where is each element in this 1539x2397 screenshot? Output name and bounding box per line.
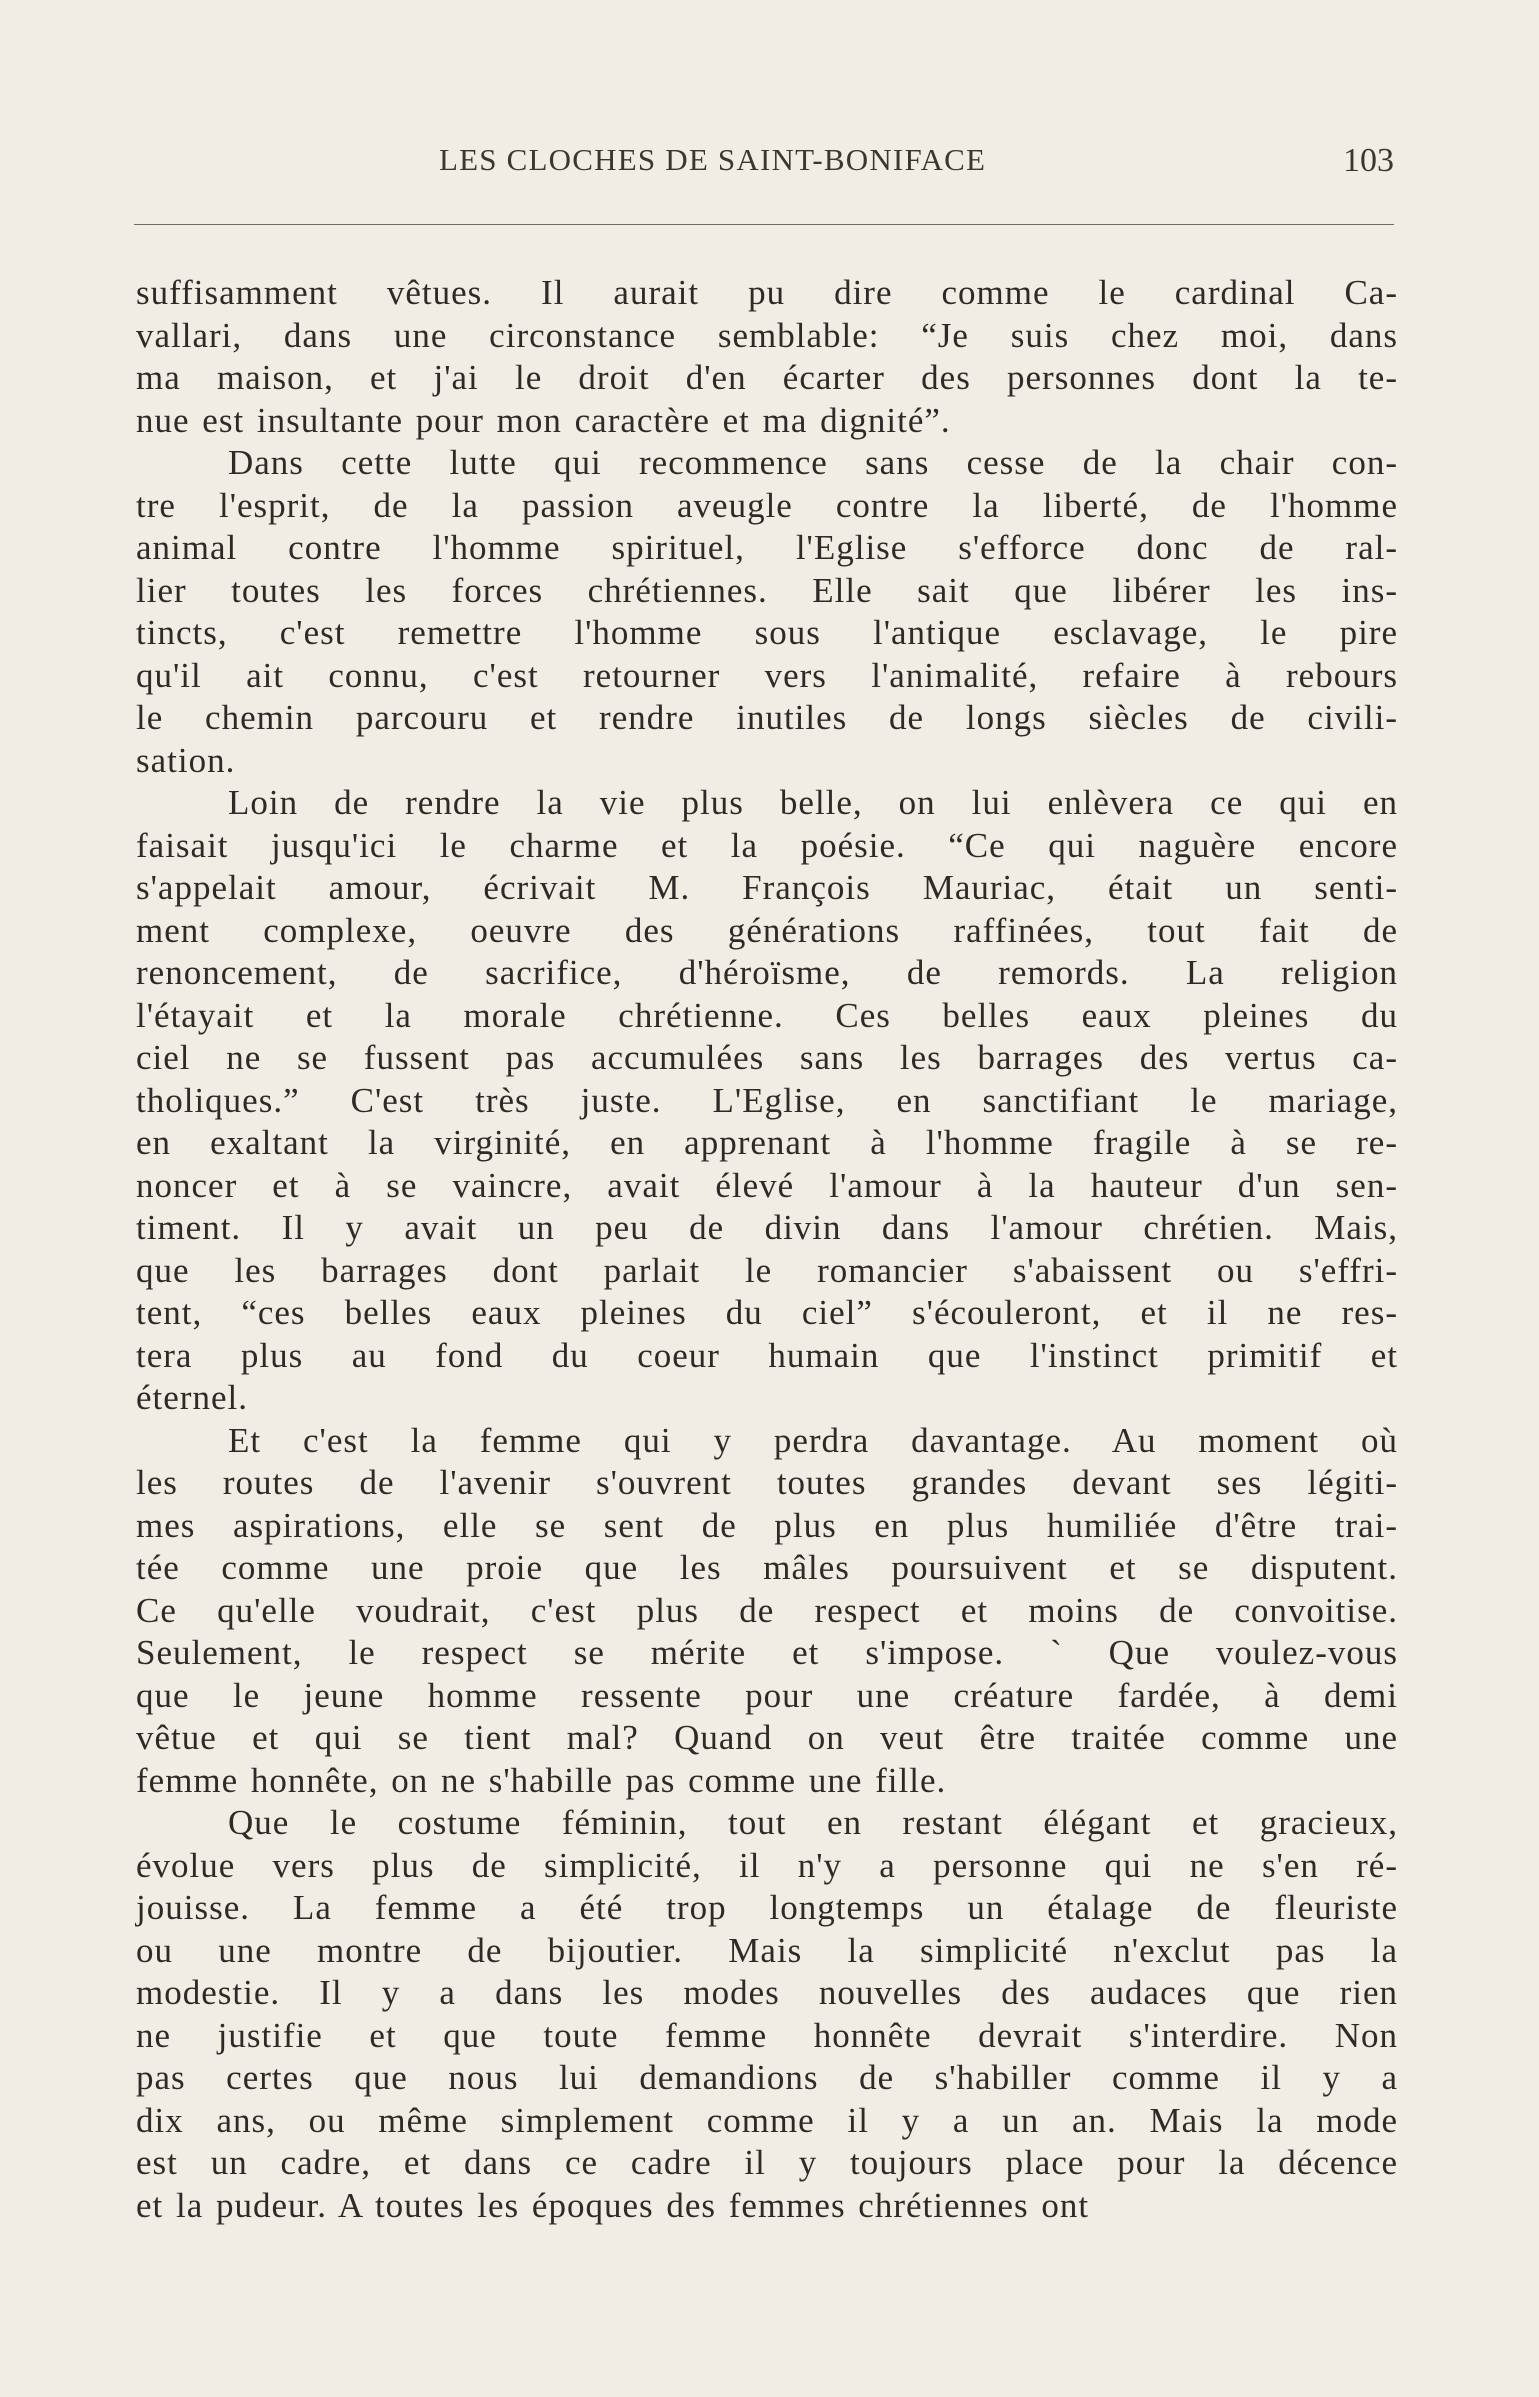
text-line: ne justifie et que toute femme honnête devrait s'interdire. Non: [136, 2015, 1398, 2055]
text-line: tée comme une proie que les mâles poursuivent et se disputent.: [136, 1548, 1398, 1587]
text-line: vêtue et qui se tient mal? Quand on veut être traitée comme une: [136, 1718, 1398, 1757]
text-line: ma maison, et j'ai le droit d'en écarter des personnes dont la te-: [136, 358, 1398, 397]
paragraph: [136, 442, 1398, 782]
body-text: [136, 272, 1398, 2227]
text-line: ment complexe, oeuvre des générations raffinées, tout fait de: [136, 910, 1398, 950]
text-line: Ce qu'elle voudrait, c'est plus de respect et moins de convoitise.: [136, 1590, 1398, 1630]
text-line: ciel ne se fussent pas accumulées sans les barrages des vertus ca-: [136, 1038, 1398, 1077]
text-line: modestie. Il y a dans les modes nouvelles des audaces que rien: [136, 1973, 1398, 2012]
text-line: noncer et à se vaincre, avait élevé l'amour à la hauteur d'un sen-: [136, 1165, 1398, 1205]
text-line: Seulement, le respect se mérite et s'impose. ` Que voulez-vous: [136, 1633, 1398, 1672]
header-rule: [134, 224, 1394, 225]
running-title: LES CLOCHES DE SAINT-BONIFACE: [439, 142, 987, 177]
text-line: Dans cette lutte qui recommence sans cesse de la chair con-: [228, 443, 1398, 482]
text-line: Loin de rendre la vie plus belle, on lui enlèvera ce qui en: [228, 783, 1398, 822]
text-line: pas certes que nous lui demandions de s'habiller comme il y a: [136, 2058, 1398, 2097]
text-line: et la pudeur. A toutes les époques des femmes chrétiennes ont: [136, 2185, 1090, 2225]
text-line: jouisse. La femme a été trop longtemps un étalage de fleuriste: [136, 1888, 1398, 1927]
text-line: éternel.: [136, 1378, 248, 1417]
text-line: l'étayait et la morale chrétienne. Ces belles eaux pleines du: [136, 995, 1398, 1035]
text-line: tincts, c'est remettre l'homme sous l'antique esclavage, le pire: [136, 613, 1398, 652]
text-line: évolue vers plus de simplicité, il n'y a personne qui ne s'en ré-: [136, 1845, 1398, 1885]
text-line: en exaltant la virginité, en apprenant à l'homme fragile à se re-: [136, 1123, 1398, 1162]
text-line: dix ans, ou même simplement comme il y a un an. Mais la mode: [136, 2100, 1398, 2140]
text-line: suffisamment vêtues. Il aurait pu dire comme le cardinal Ca-: [136, 273, 1398, 312]
text-line: que les barrages dont parlait le romancier s'abaissent ou s'effri-: [136, 1250, 1398, 1290]
text-line: tent, “ces belles eaux pleines du ciel” s'écouleront, et il ne res-: [136, 1293, 1398, 1332]
paragraph: [136, 1420, 1398, 1803]
text-line: Que le costume féminin, tout en restant élégant et gracieux,: [228, 1803, 1398, 1842]
paragraph: [136, 1802, 1398, 2227]
text-line: nue est insultante pour mon caractère et ma dignité”.: [136, 400, 951, 440]
text-line: mes aspirations, elle se sent de plus en plus humiliée d'être trai-: [136, 1505, 1398, 1545]
text-line: tera plus au fond du coeur humain que l'instinct primitif et: [136, 1335, 1398, 1375]
text-line: lier toutes les forces chrétiennes. Elle sait que libérer les ins-: [136, 570, 1398, 610]
text-line: le chemin parcouru et rendre inutiles de longs siècles de civili-: [136, 698, 1398, 737]
paragraph: [136, 782, 1398, 1420]
text-line: les routes de l'avenir s'ouvrent toutes grandes devant ses légiti-: [136, 1463, 1398, 1502]
page-number: 103: [1343, 142, 1394, 179]
paragraph: [136, 272, 1398, 442]
text-line: animal contre l'homme spirituel, l'Eglise s'efforce donc de ral-: [136, 528, 1398, 567]
running-head: [134, 142, 1394, 192]
text-line: est un cadre, et dans ce cadre il y toujours place pour la décence: [136, 2143, 1398, 2182]
text-line: vallari, dans une circonstance semblable: “Je suis chez moi, dans: [136, 315, 1398, 355]
text-line: tholiques.” C'est très juste. L'Eglise, en sanctifiant le mariage,: [136, 1080, 1398, 1120]
text-line: femme honnête, on ne s'habille pas comme une fille.: [136, 1760, 947, 1800]
text-line: sation.: [136, 740, 236, 780]
text-line: qu'il ait connu, c'est retourner vers l'animalité, refaire à rebours: [136, 655, 1398, 695]
text-line: s'appelait amour, écrivait M. François Mauriac, était un senti-: [136, 868, 1398, 907]
text-line: Et c'est la femme qui y perdra davantage. Au moment où: [228, 1420, 1398, 1460]
text-line: ou une montre de bijoutier. Mais la simplicité n'exclut pas la: [136, 1930, 1398, 1970]
text-line: tre l'esprit, de la passion aveugle contre la liberté, de l'homme: [136, 485, 1398, 525]
text-line: faisait jusqu'ici le charme et la poésie. “Ce qui naguère encore: [136, 825, 1398, 865]
text-line: timent. Il y avait un peu de divin dans l'amour chrétien. Mais,: [136, 1208, 1398, 1247]
text-line: renoncement, de sacrifice, d'héroïsme, de remords. La religion: [136, 953, 1398, 992]
text-line: que le jeune homme ressente pour une créature fardée, à demi: [136, 1675, 1398, 1715]
